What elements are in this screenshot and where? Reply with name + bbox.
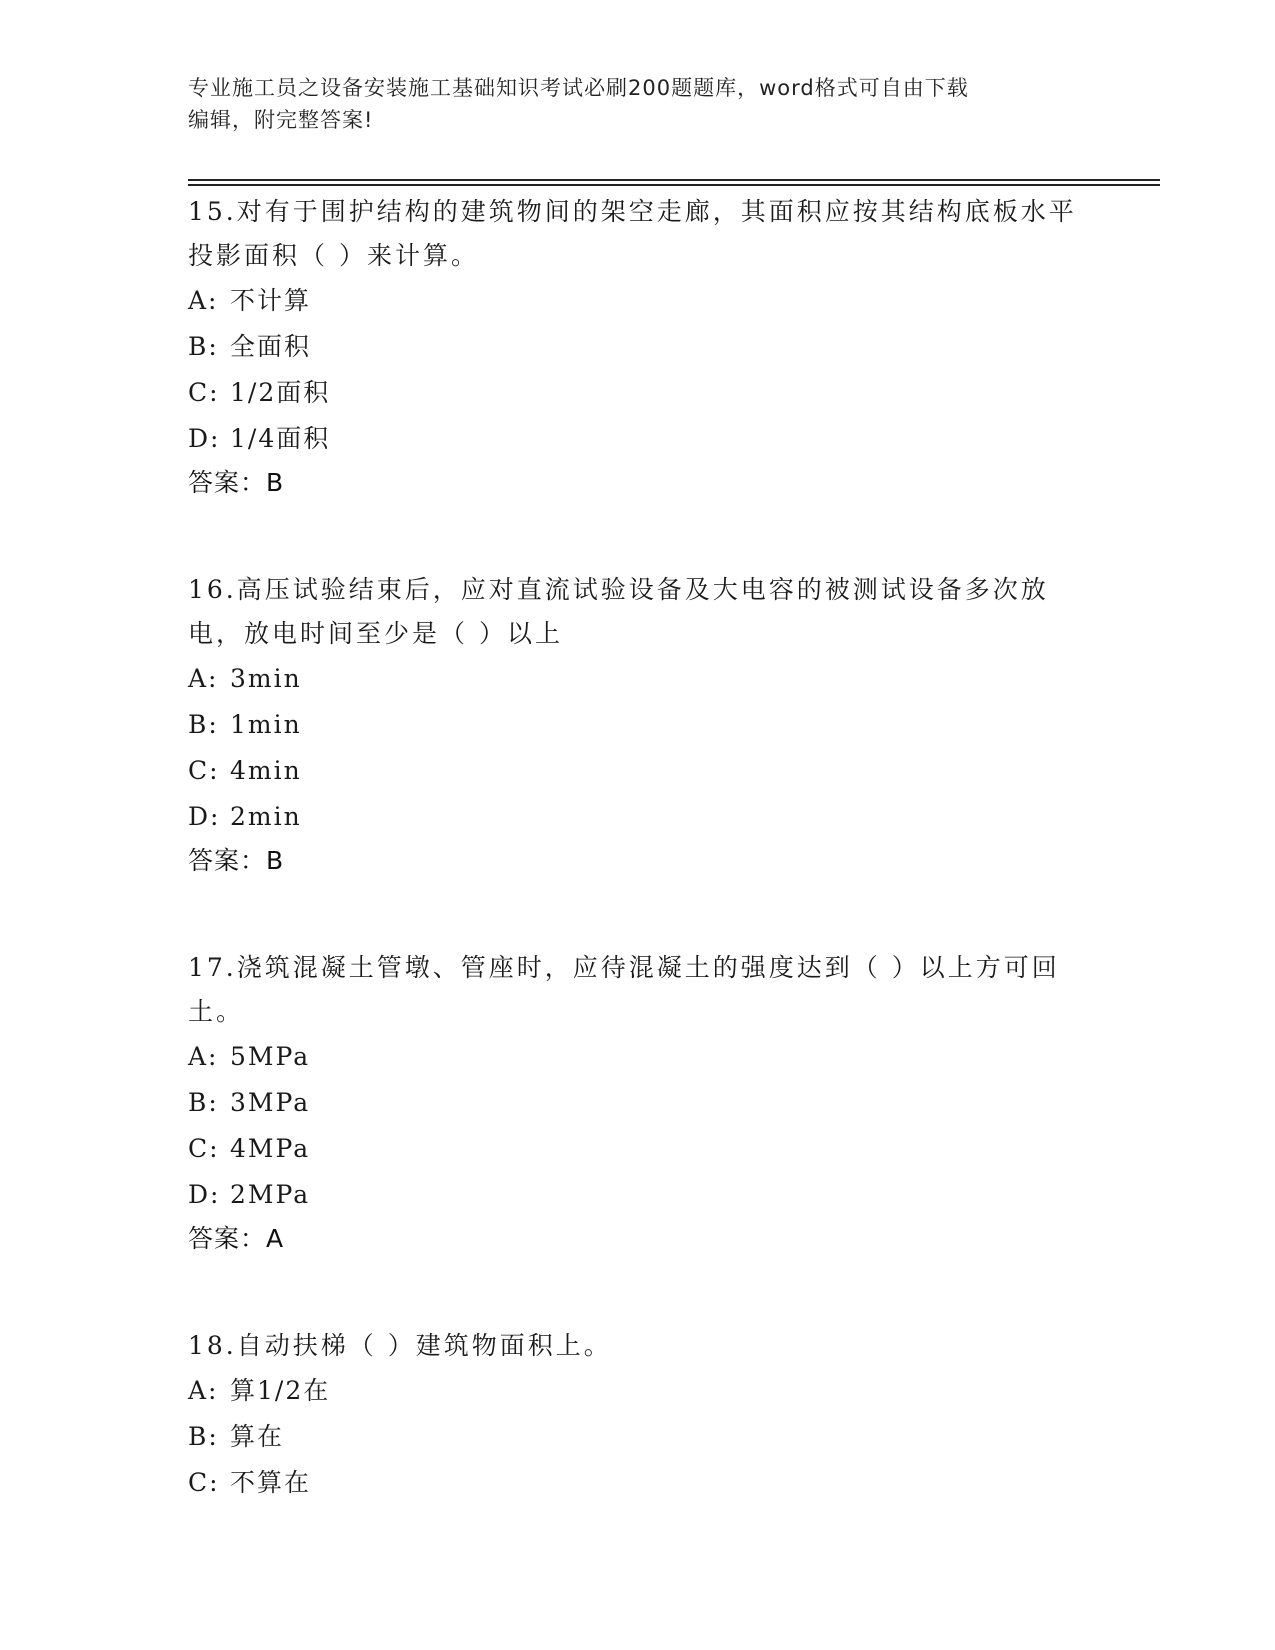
option-c: C: 4min: [188, 756, 302, 785]
option-c: C: 4MPa: [188, 1134, 311, 1163]
header-line-2: 编辑，附完整答案!: [188, 108, 374, 132]
option-a: A: 不计算: [188, 286, 312, 315]
option-a: A: 3min: [188, 664, 302, 693]
option-d: D: 1/4面积: [188, 424, 331, 453]
option-c: C: 不算在: [188, 1468, 312, 1497]
header-divider-top: [188, 179, 1160, 181]
question-text: 17.浇筑混凝土管墩、管座时，应待混凝土的强度达到（ ）以上方可回土。: [188, 953, 1060, 1026]
document-header: [188, 72, 1088, 136]
option-b: B: 全面积: [188, 332, 312, 361]
question-text: 16.高压试验结束后，应对直流试验设备及大电容的被测试设备多次放电，放电时间至少是（ ）以上: [188, 575, 1049, 648]
option-c: C: 1/2面积: [188, 378, 331, 407]
header-divider-bottom: [188, 184, 1160, 186]
header-line-1: 专业施工员之设备安装施工基础知识考试必刷200题题库，word格式可自由下载: [188, 76, 969, 100]
answer-line: 答案：B: [188, 468, 285, 497]
option-b: B: 算在: [188, 1422, 285, 1451]
option-d: D: 2MPa: [188, 1180, 311, 1209]
option-a: A: 算1/2在: [188, 1376, 331, 1405]
question-16: [188, 568, 1088, 882]
question-list: [188, 190, 1088, 1506]
question-17: [188, 946, 1088, 1260]
option-b: B: 3MPa: [188, 1088, 311, 1117]
question-15: [188, 190, 1088, 504]
question-text: 18.自动扶梯（ ）建筑物面积上。: [188, 1331, 612, 1360]
option-b: B: 1min: [188, 710, 302, 739]
question-text: 15.对有于围护结构的建筑物间的架空走廊，其面积应按其结构底板水平投影面积（ ）来计算。: [188, 197, 1077, 270]
answer-line: 答案：B: [188, 846, 285, 875]
answer-line: 答案：A: [188, 1224, 285, 1253]
question-18: [188, 1324, 1088, 1506]
option-a: A: 5MPa: [188, 1042, 311, 1071]
option-d: D: 2min: [188, 802, 302, 831]
